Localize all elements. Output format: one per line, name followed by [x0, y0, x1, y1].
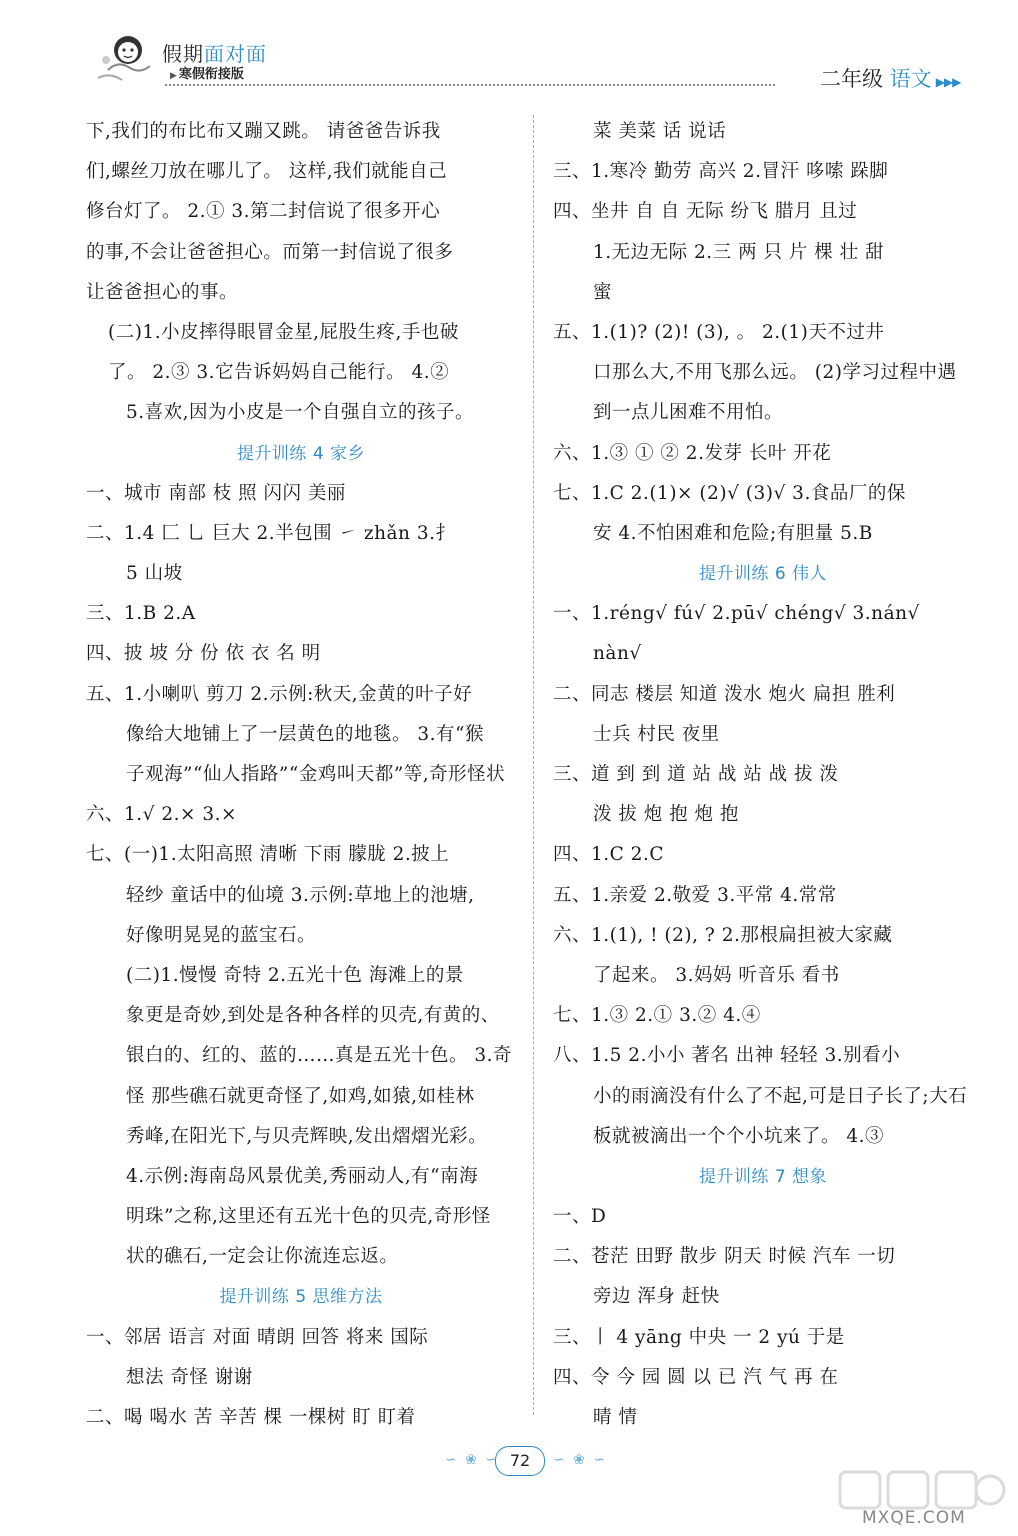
left-answer-line: 下,我们的布比布又蹦又跳。 请爸爸告诉我	[86, 121, 441, 142]
right-answer-line: 口那么大,不用飞那么远。 (2)学习过程中遇	[593, 362, 957, 384]
right-answer-line: 八、1.5 2.小小 著名 出神 轻轻 3.别看小	[553, 1045, 901, 1067]
right-answer-line: 四、令 今 园 圆 以 已 汽 气 再 在	[553, 1366, 839, 1388]
right-answer-line: 六、1.(1), ! (2), ? 2.那根扁担被大家藏	[553, 924, 893, 946]
column-divider	[533, 115, 534, 1415]
watermark-text: MXQE.COM	[862, 1508, 966, 1528]
left-answer-line: 明珠”之称,这里还有五光十色的贝壳,奇形怪	[126, 1206, 491, 1228]
right-answer-line: 一、1.réng√ fú√ 2.pū√ chéng√ 3.nán√	[553, 603, 920, 625]
left-answer-line: (二)1.慢慢 奇特 2.五光十色 海滩上的景	[126, 964, 464, 986]
right-answer-line: 二、同志 楼层 知道 泼水 炮火 扁担 胜利	[553, 683, 896, 705]
left-answer-line: 二、喝 喝水 苦 辛苦 棵 一棵树 盯 盯着	[86, 1407, 416, 1428]
left-answer-line: 三、1.B 2.A	[86, 603, 196, 625]
grade-label: 二年级	[820, 67, 883, 91]
right-answer-line: 旁边 浑身 赶快	[593, 1286, 720, 1308]
left-answer-line: 四、披 坡 分 份 依 衣 名 明	[86, 643, 321, 665]
footer-ornament-right: ∽ ❀ ∽	[553, 1452, 608, 1468]
right-answer-line: 泼 拔 炮 抱 炮 抱	[593, 804, 739, 826]
right-section-title: 提升训练 6 伟人	[698, 564, 828, 585]
left-answer-line: 状的礁石,一定会让你流连忘返。	[126, 1246, 399, 1268]
mascot-logo-icon	[88, 30, 158, 90]
right-answer-line: 安 4.不怕困难和危险;有胆量 5.B	[593, 522, 873, 544]
right-answer-line: 三、道 到 到 道 站 战 站 战 拔 泼	[553, 764, 839, 785]
left-section-title: 提升训练 4 家乡	[236, 443, 366, 464]
left-answer-line: 想法 奇怪 谢谢	[126, 1366, 253, 1388]
brand-title-b: 面对面	[204, 42, 267, 66]
right-answer-line: 二、苍茫 田野 散步 阴天 时候 汽车 一切	[553, 1246, 896, 1268]
page-header	[0, 0, 1018, 100]
left-answer-line: 5 山坡	[126, 563, 183, 585]
left-answer-line: 银白的、红的、蓝的……真是五光十色。 3.奇	[126, 1045, 513, 1067]
footer-ornament-left: ∽ ❀ ∽	[445, 1452, 500, 1468]
right-answer-line: 晴 情	[593, 1407, 638, 1428]
right-answer-line: 六、1.③ ① ② 2.发芽 长叶 开花	[553, 442, 832, 464]
left-answer-line: 的事,不会让爸爸担心。而第一封信说了很多	[86, 241, 454, 263]
right-answer-line: 士兵 村民 夜里	[593, 723, 720, 745]
left-answer-line: 二、1.4 匚 乚 巨大 2.半包围 ㇀ zhǎn 3.扌	[86, 522, 455, 544]
right-answer-line: 四、坐井 自 自 无际 纷飞 腊月 且过	[553, 201, 858, 223]
right-answer-line: 五、1.(1)? (2)! (3), 。 2.(1)天不过井	[553, 321, 885, 343]
right-answer-line: 四、1.C 2.C	[553, 844, 664, 866]
right-answer-line: 菜 美菜 话 说话	[593, 121, 727, 142]
left-answer-line: 修台灯了。 2.① 3.第二封信说了很多开心	[86, 201, 441, 223]
left-answer-line: 一、城市 南部 枝 照 闪闪 美丽	[86, 482, 346, 504]
right-answer-line: 三、1.寒冷 勤劳 高兴 2.冒汗 哆嗦 跺脚	[553, 161, 889, 183]
right-answer-line: 小的雨滴没有什么了不起,可是日子长了;大石	[593, 1085, 968, 1107]
left-answer-line: 一、邻居 语言 对面 晴朗 回答 将来 国际	[86, 1326, 429, 1348]
brand-subtitle: ▶ 寒假衔接版	[170, 63, 244, 82]
left-answer-line: 4.示例:海南岛风景优美,秀丽动人,有“南海	[126, 1165, 479, 1187]
left-answer-line: 让爸爸担心的事。	[86, 281, 239, 303]
right-answer-line: 蜜	[593, 281, 613, 303]
left-answer-line: 象更是奇妙,到处是各种各样的贝壳,有黄的、	[126, 1005, 500, 1027]
right-answer-line: 三、丨 4 yāng 中央 一 2 yú 于是	[553, 1326, 845, 1348]
left-answer-line: (二)1.小皮摔得眼冒金星,屁股生疼,手也破	[108, 321, 459, 343]
right-answer-line: 七、1.③ 2.① 3.② 4.④	[553, 1005, 761, 1027]
subject-label: 语文	[889, 67, 932, 91]
arrows-icon: ▶▶▶	[935, 75, 961, 89]
left-section-title: 提升训练 5 思维方法	[219, 1287, 383, 1308]
right-answer-line: 了起来。 3.妈妈 听音乐 看书	[593, 964, 840, 986]
page-number: 72	[495, 1446, 545, 1476]
left-answer-line: 5.喜欢,因为小皮是一个自强自立的孩子。	[126, 402, 475, 424]
grade-subject	[820, 63, 960, 93]
left-column	[86, 112, 516, 1438]
left-answer-line: 七、(一)1.太阳高照 清晰 下雨 朦胧 2.披上	[86, 844, 450, 866]
right-answer-line: 1.无边无际 2.三 两 只 片 棵 壮 甜	[593, 241, 884, 263]
right-answer-line: 到一点儿困难不用怕。	[593, 402, 784, 424]
right-answer-line: 五、1.亲爱 2.敬爱 3.平常 4.常常	[553, 884, 837, 906]
right-column	[553, 112, 973, 1438]
header-rule	[165, 84, 775, 86]
left-answer-line: 们,螺丝刀放在哪儿了。 这样,我们就能自己	[86, 161, 448, 183]
right-answer-line: 板就被滴出一个个小坑来了。 4.③	[593, 1125, 885, 1147]
left-answer-line: 好像明晃晃的蓝宝石。	[126, 924, 317, 946]
left-answer-line: 六、1.√ 2.× 3.×	[86, 804, 238, 826]
right-section-title: 提升训练 7 想象	[698, 1166, 828, 1187]
right-answer-line: 一、D	[553, 1206, 607, 1228]
right-answer-line: 七、1.C 2.(1)× (2)√ (3)√ 3.食品厂的保	[553, 482, 906, 504]
left-answer-line: 子观海”“仙人指路”“金鸡叫天都”等,奇形怪状	[126, 764, 506, 785]
left-answer-line: 了。 2.③ 3.它告诉妈妈自己能行。 4.②	[108, 362, 450, 384]
left-answer-line: 秀峰,在阳光下,与贝壳辉映,发出熠熠光彩。	[126, 1125, 488, 1147]
left-answer-line: 轻纱 童话中的仙境 3.示例:草地上的池塘,	[126, 884, 475, 906]
brand-title-a: 假期	[162, 42, 204, 66]
left-answer-line: 怪 那些礁石就更奇怪了,如鸡,如猿,如桂林	[126, 1085, 475, 1107]
left-answer-line: 五、1.小喇叭 剪刀 2.示例:秋天,金黄的叶子好	[86, 683, 473, 705]
right-answer-line: nàn√	[593, 643, 642, 665]
left-answer-line: 像给大地铺上了一层黄色的地毯。 3.有“猴	[126, 723, 484, 745]
